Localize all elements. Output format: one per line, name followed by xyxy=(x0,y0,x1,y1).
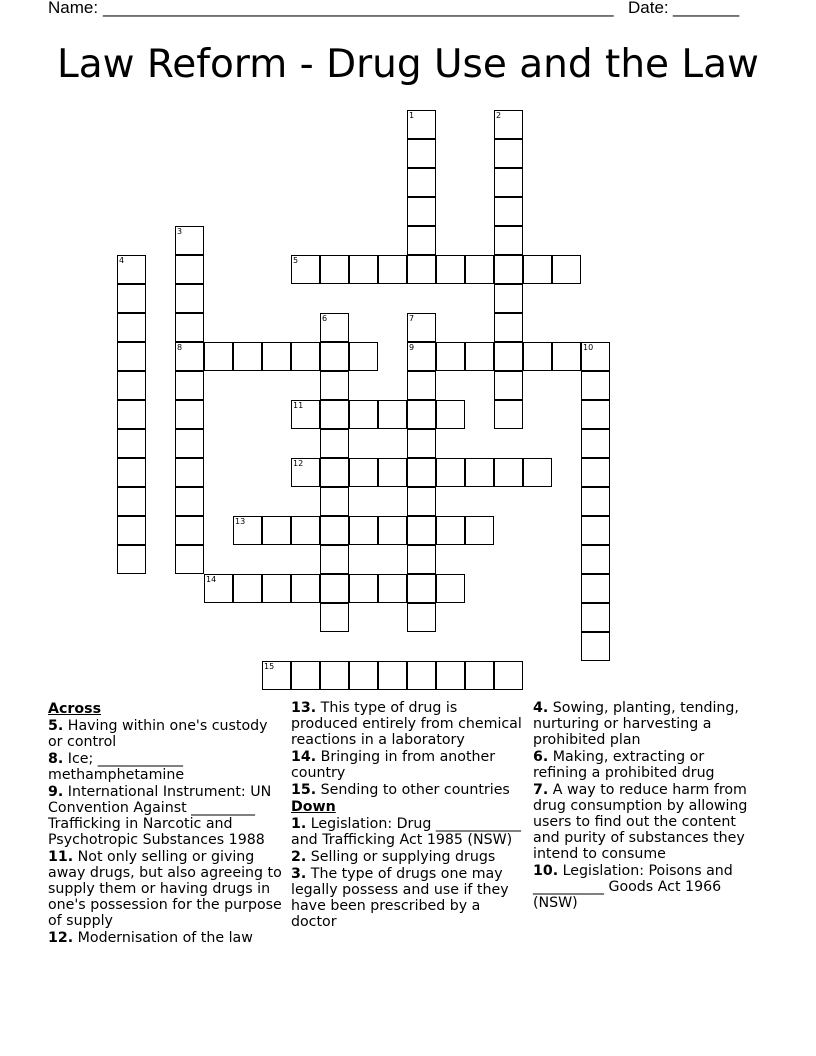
clue-down-3: 3. The type of drugs one may legally possess and use if they have been prescribed by a doctor xyxy=(291,866,509,930)
crossword-cell[interactable] xyxy=(494,342,523,371)
crossword-cell[interactable] xyxy=(117,487,146,516)
crossword-cell[interactable] xyxy=(175,226,204,255)
crossword-cell[interactable] xyxy=(494,197,523,226)
crossword-cell[interactable] xyxy=(523,342,552,371)
crossword-cell[interactable] xyxy=(407,168,436,197)
clue-across-15: 15. Sending to other countries xyxy=(291,782,510,798)
crossword-cell[interactable] xyxy=(349,661,378,690)
crossword-cell[interactable] xyxy=(407,226,436,255)
crossword-cell[interactable] xyxy=(291,516,320,545)
crossword-cell[interactable] xyxy=(378,458,407,487)
name-blank: ______________________________________________________ xyxy=(103,0,614,17)
crossword-cell[interactable] xyxy=(233,574,262,603)
crossword-cell[interactable] xyxy=(581,342,610,371)
crossword-cell[interactable] xyxy=(320,313,349,342)
name-label: Name: xyxy=(48,0,99,17)
crossword-cell[interactable] xyxy=(581,603,610,632)
crossword-cell[interactable] xyxy=(175,371,204,400)
crossword-cell[interactable] xyxy=(320,487,349,516)
crossword-cell[interactable] xyxy=(117,516,146,545)
clue-number-label: 1 xyxy=(409,111,415,120)
crossword-cell[interactable] xyxy=(117,400,146,429)
clue-down-10: 10. Legislation: Poisons and __________ Goods Act 1966 (NSW) xyxy=(533,863,733,911)
crossword-cell[interactable] xyxy=(494,255,523,284)
clue-down-4: 4. Sowing, planting, tending, nurturing or harvesting a prohibited plan xyxy=(533,700,739,748)
crossword-cell[interactable] xyxy=(436,574,465,603)
crossword-cell[interactable] xyxy=(436,516,465,545)
clue-across-14: 14. Bringing in from another country xyxy=(291,749,496,781)
clue-down-6: 6. Making, extracting or refining a prohibited drug xyxy=(533,749,715,781)
crossword-cell[interactable] xyxy=(552,342,581,371)
crossword-cell[interactable] xyxy=(291,342,320,371)
crossword-cell[interactable] xyxy=(320,458,349,487)
crossword-cell[interactable] xyxy=(407,458,436,487)
crossword-cell[interactable] xyxy=(407,516,436,545)
crossword-cell[interactable] xyxy=(349,342,378,371)
crossword-cell[interactable] xyxy=(465,661,494,690)
crossword-cell[interactable] xyxy=(349,255,378,284)
clue-number-label: 3 xyxy=(177,227,183,236)
crossword-cell[interactable] xyxy=(407,255,436,284)
clue-column-3 xyxy=(533,700,758,912)
crossword-cell[interactable] xyxy=(378,516,407,545)
date-label: Date: xyxy=(628,0,669,17)
crossword-cell[interactable] xyxy=(117,545,146,574)
crossword-cell[interactable] xyxy=(407,603,436,632)
crossword-cell[interactable] xyxy=(117,371,146,400)
crossword-cell[interactable] xyxy=(262,342,291,371)
crossword-cell[interactable] xyxy=(407,110,436,139)
crossword-cell[interactable] xyxy=(262,516,291,545)
down-heading: Down xyxy=(291,799,336,815)
crossword-cell[interactable] xyxy=(262,661,291,690)
crossword-cell[interactable] xyxy=(175,516,204,545)
crossword-cell[interactable] xyxy=(465,342,494,371)
date-blank: _______ xyxy=(673,0,740,17)
crossword-cell[interactable] xyxy=(494,313,523,342)
crossword-cell[interactable] xyxy=(523,255,552,284)
clue-number-label: 11 xyxy=(293,401,304,410)
crossword-cell[interactable] xyxy=(320,661,349,690)
crossword-cell[interactable] xyxy=(175,458,204,487)
crossword-cell[interactable] xyxy=(378,574,407,603)
crossword-cell[interactable] xyxy=(436,661,465,690)
crossword-cell[interactable] xyxy=(494,400,523,429)
crossword-cell[interactable] xyxy=(494,168,523,197)
clue-down-1: 1. Legislation: Drug ____________ and Trafficking Act 1985 (NSW) xyxy=(291,816,521,848)
crossword-cell[interactable] xyxy=(407,661,436,690)
crossword-cell[interactable] xyxy=(581,400,610,429)
clue-number-label: 14 xyxy=(206,575,217,584)
crossword-cell[interactable] xyxy=(581,574,610,603)
crossword-cell[interactable] xyxy=(581,371,610,400)
crossword-cell[interactable] xyxy=(233,342,262,371)
crossword-cell[interactable] xyxy=(465,255,494,284)
crossword-cell[interactable] xyxy=(117,458,146,487)
crossword-cell[interactable] xyxy=(494,110,523,139)
crossword-cell[interactable] xyxy=(291,574,320,603)
crossword-cell[interactable] xyxy=(117,429,146,458)
clue-number-label: 2 xyxy=(496,111,502,120)
crossword-cell[interactable] xyxy=(320,342,349,371)
crossword-cell[interactable] xyxy=(436,342,465,371)
clue-number-label: 8 xyxy=(177,343,183,352)
crossword-cell[interactable] xyxy=(581,487,610,516)
crossword-cell[interactable] xyxy=(378,661,407,690)
crossword-cell[interactable] xyxy=(175,429,204,458)
crossword-cell[interactable] xyxy=(494,458,523,487)
crossword-cell[interactable] xyxy=(117,284,146,313)
crossword-cell[interactable] xyxy=(407,400,436,429)
crossword-cell[interactable] xyxy=(117,255,146,284)
clue-across-5: 5. Having within one's custody or control xyxy=(48,718,268,750)
clue-number-label: 9 xyxy=(409,343,415,352)
crossword-cell[interactable] xyxy=(552,255,581,284)
crossword-cell[interactable] xyxy=(291,661,320,690)
crossword-cell[interactable] xyxy=(291,255,320,284)
clue-number-label: 7 xyxy=(409,314,415,323)
clue-number-label: 12 xyxy=(293,459,304,468)
clue-number-label: 4 xyxy=(119,256,125,265)
clue-number-label: 13 xyxy=(235,517,246,526)
crossword-cell[interactable] xyxy=(291,458,320,487)
clue-number-label: 10 xyxy=(583,343,594,352)
crossword-cell[interactable] xyxy=(436,458,465,487)
crossword-cell[interactable] xyxy=(175,342,204,371)
crossword-cell[interactable] xyxy=(407,545,436,574)
crossword-cell[interactable] xyxy=(494,661,523,690)
crossword-cell[interactable] xyxy=(407,139,436,168)
crossword-cell[interactable] xyxy=(233,516,262,545)
crossword-cell[interactable] xyxy=(494,139,523,168)
crossword-cell[interactable] xyxy=(320,516,349,545)
crossword-cell[interactable] xyxy=(349,516,378,545)
crossword-cell[interactable] xyxy=(117,342,146,371)
crossword-cell[interactable] xyxy=(581,632,610,661)
crossword-cell[interactable] xyxy=(117,313,146,342)
page-title: Law Reform - Drug Use and the Law xyxy=(57,42,759,87)
crossword-cell[interactable] xyxy=(494,226,523,255)
crossword-cell[interactable] xyxy=(204,574,233,603)
crossword-cell[interactable] xyxy=(175,284,204,313)
crossword-cell[interactable] xyxy=(291,400,320,429)
crossword-cell[interactable] xyxy=(407,197,436,226)
crossword-cell[interactable] xyxy=(581,516,610,545)
crossword-cell[interactable] xyxy=(407,574,436,603)
across-heading: Across xyxy=(48,701,102,717)
crossword-cell[interactable] xyxy=(204,342,233,371)
crossword-cell[interactable] xyxy=(320,429,349,458)
crossword-cell[interactable] xyxy=(407,371,436,400)
clue-across-11: 11. Not only selling or giving away drugs, but also agreeing to supply them or having drugs in one's possession for the purpose of supply xyxy=(48,849,282,929)
crossword-cell[interactable] xyxy=(407,429,436,458)
crossword-cell[interactable] xyxy=(378,255,407,284)
crossword-cell[interactable] xyxy=(320,574,349,603)
clue-column-2 xyxy=(291,700,527,931)
clue-across-12: 12. Modernisation of the law xyxy=(48,930,253,946)
crossword-cell[interactable] xyxy=(320,603,349,632)
crossword-cell[interactable] xyxy=(175,255,204,284)
crossword-cell[interactable] xyxy=(320,400,349,429)
crossword-cell[interactable] xyxy=(494,371,523,400)
crossword-cell[interactable] xyxy=(175,487,204,516)
clue-down-2: 2. Selling or supplying drugs xyxy=(291,849,496,865)
crossword-cell[interactable] xyxy=(581,458,610,487)
crossword-cell[interactable] xyxy=(349,400,378,429)
crossword-cell[interactable] xyxy=(436,255,465,284)
crossword-cell[interactable] xyxy=(581,429,610,458)
crossword-cell[interactable] xyxy=(407,342,436,371)
crossword-cell[interactable] xyxy=(407,313,436,342)
clue-column-1 xyxy=(48,700,284,947)
crossword-cell[interactable] xyxy=(349,574,378,603)
clue-across-9: 9. International Instrument: UN Convention Against _________ Trafficking in Narcotic and Psychotropic Substances 1988 xyxy=(48,784,272,848)
clue-number-label: 15 xyxy=(264,662,275,671)
crossword-cell[interactable] xyxy=(407,487,436,516)
crossword-cell[interactable] xyxy=(378,400,407,429)
crossword-cell[interactable] xyxy=(436,400,465,429)
clue-down-7: 7. A way to reduce harm from drug consumption by allowing users to find out the content and purity of substances they intend to consume xyxy=(533,782,748,862)
crossword-cell[interactable] xyxy=(320,371,349,400)
crossword-cell[interactable] xyxy=(494,284,523,313)
crossword-cell[interactable] xyxy=(175,313,204,342)
crossword-cell[interactable] xyxy=(262,574,291,603)
clue-number-label: 5 xyxy=(293,256,299,265)
crossword-cell[interactable] xyxy=(581,545,610,574)
crossword-cell[interactable] xyxy=(349,458,378,487)
crossword-cell[interactable] xyxy=(523,458,552,487)
crossword-cell[interactable] xyxy=(320,255,349,284)
crossword-cell[interactable] xyxy=(465,458,494,487)
clue-across-8: 8. Ice; ____________ methamphetamine xyxy=(48,751,185,783)
clue-number-label: 6 xyxy=(322,314,328,323)
crossword-cell[interactable] xyxy=(320,545,349,574)
crossword-cell[interactable] xyxy=(465,516,494,545)
crossword-cell[interactable] xyxy=(175,400,204,429)
clue-across-13: 13. This type of drug is produced entirely from chemical reactions in a laboratory xyxy=(291,700,522,748)
crossword-cell[interactable] xyxy=(175,545,204,574)
